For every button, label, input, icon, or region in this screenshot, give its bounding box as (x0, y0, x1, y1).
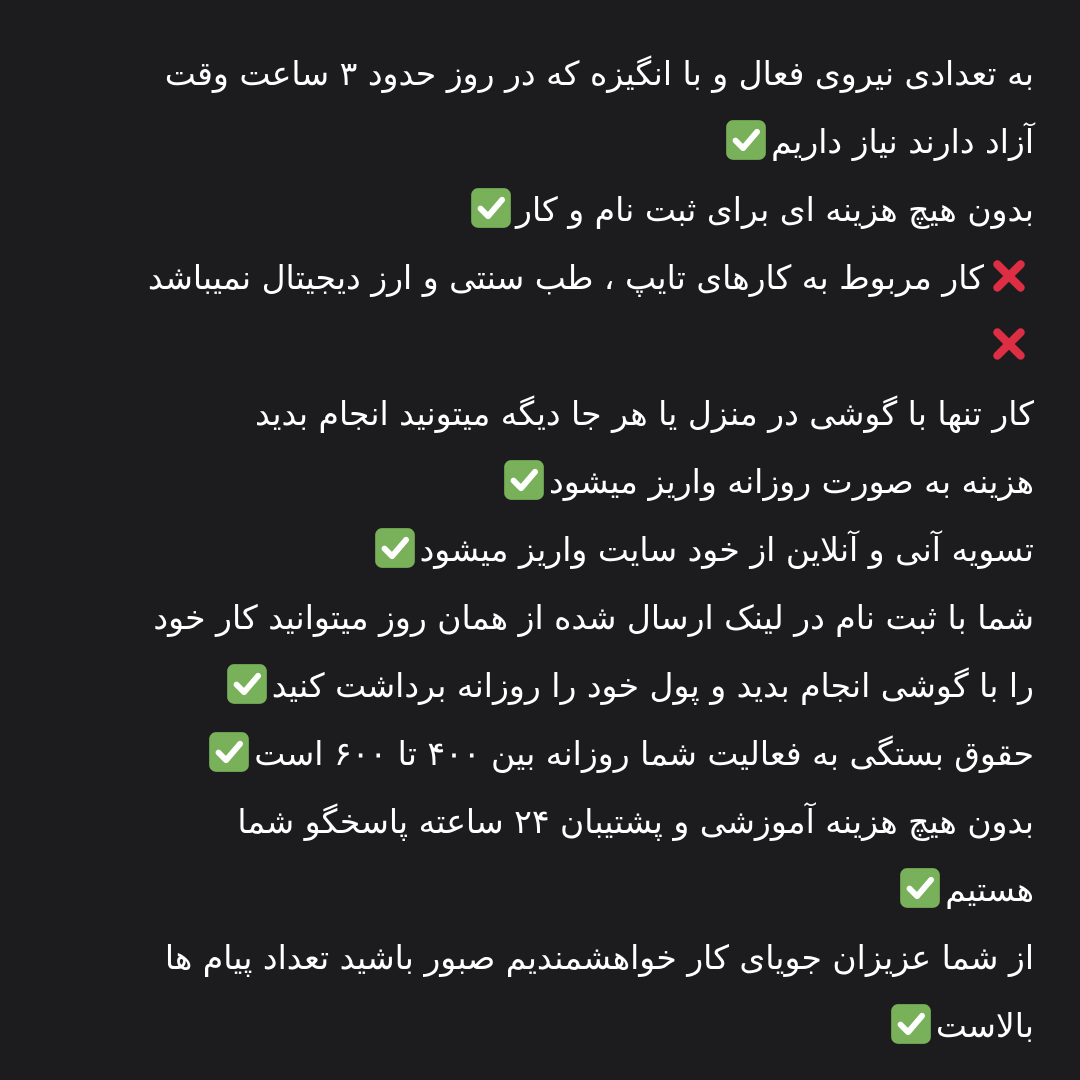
message-line (48, 720, 1034, 788)
message-line (48, 108, 1034, 176)
check-mark-icon (470, 187, 512, 229)
message-line (48, 924, 1034, 992)
check-mark-icon (374, 527, 416, 569)
message-line (48, 992, 1034, 1060)
message-line (48, 380, 1034, 448)
message-line (48, 40, 1034, 108)
line-text: از شما عزیزان جویای کار خواهشمندیم صبور باشید تعداد پیام ها (164, 938, 1034, 977)
check-mark-icon (890, 1003, 932, 1045)
line-text: کار مربوط به کارهای تایپ ، طب سنتی و ارز دیجیتال نمیباشد (147, 258, 984, 297)
line-text: تسویه آنی و آنلاین از خود سایت واریز میشود (419, 530, 1034, 569)
message-line (48, 312, 1034, 380)
line-text: بدون هیچ هزینه آموزشی و پشتیبان ۲۴ ساعته پاسخگو شما (237, 802, 1034, 841)
line-text: هستیم (945, 870, 1034, 909)
check-mark-icon (899, 867, 941, 909)
line-text: را با گوشی انجام بدید و پول خود را روزانه برداشت کنید (271, 666, 1034, 705)
line-text: کار تنها با گوشی در منزل یا هر جا دیگه میتونید انجام بدید (255, 394, 1034, 433)
check-mark-icon (503, 459, 545, 501)
line-text: بالاست (935, 1006, 1034, 1045)
message-line (48, 856, 1034, 924)
message-line (48, 516, 1034, 584)
message-line (48, 176, 1034, 244)
line-text: به تعدادی نیروی فعال و با انگیزه که در روز حدود ۳ ساعت وقت (164, 54, 1034, 93)
message-line (48, 788, 1034, 856)
cross-mark-icon (988, 255, 1030, 297)
check-mark-icon (725, 119, 767, 161)
line-text: هزینه به صورت روزانه واریز میشود (549, 462, 1034, 501)
cross-mark-icon (988, 323, 1030, 365)
check-mark-icon (208, 731, 250, 773)
message-line (48, 584, 1034, 652)
line-text: آزاد دارند نیاز داریم (771, 122, 1034, 161)
line-text: شما با ثبت نام در لینک ارسال شده از همان روز میتوانید کار خود (153, 598, 1034, 637)
line-text: بدون هیچ هزینه ای برای ثبت نام و کار (516, 190, 1034, 229)
message-line (48, 448, 1034, 516)
message-line (48, 244, 1034, 312)
message-line (48, 652, 1034, 720)
message-text (48, 40, 1034, 1060)
check-mark-icon (226, 663, 268, 705)
line-text: حقوق بستگی به فعالیت شما روزانه بین ۴۰۰ تا ۶۰۰ است (254, 734, 1034, 773)
